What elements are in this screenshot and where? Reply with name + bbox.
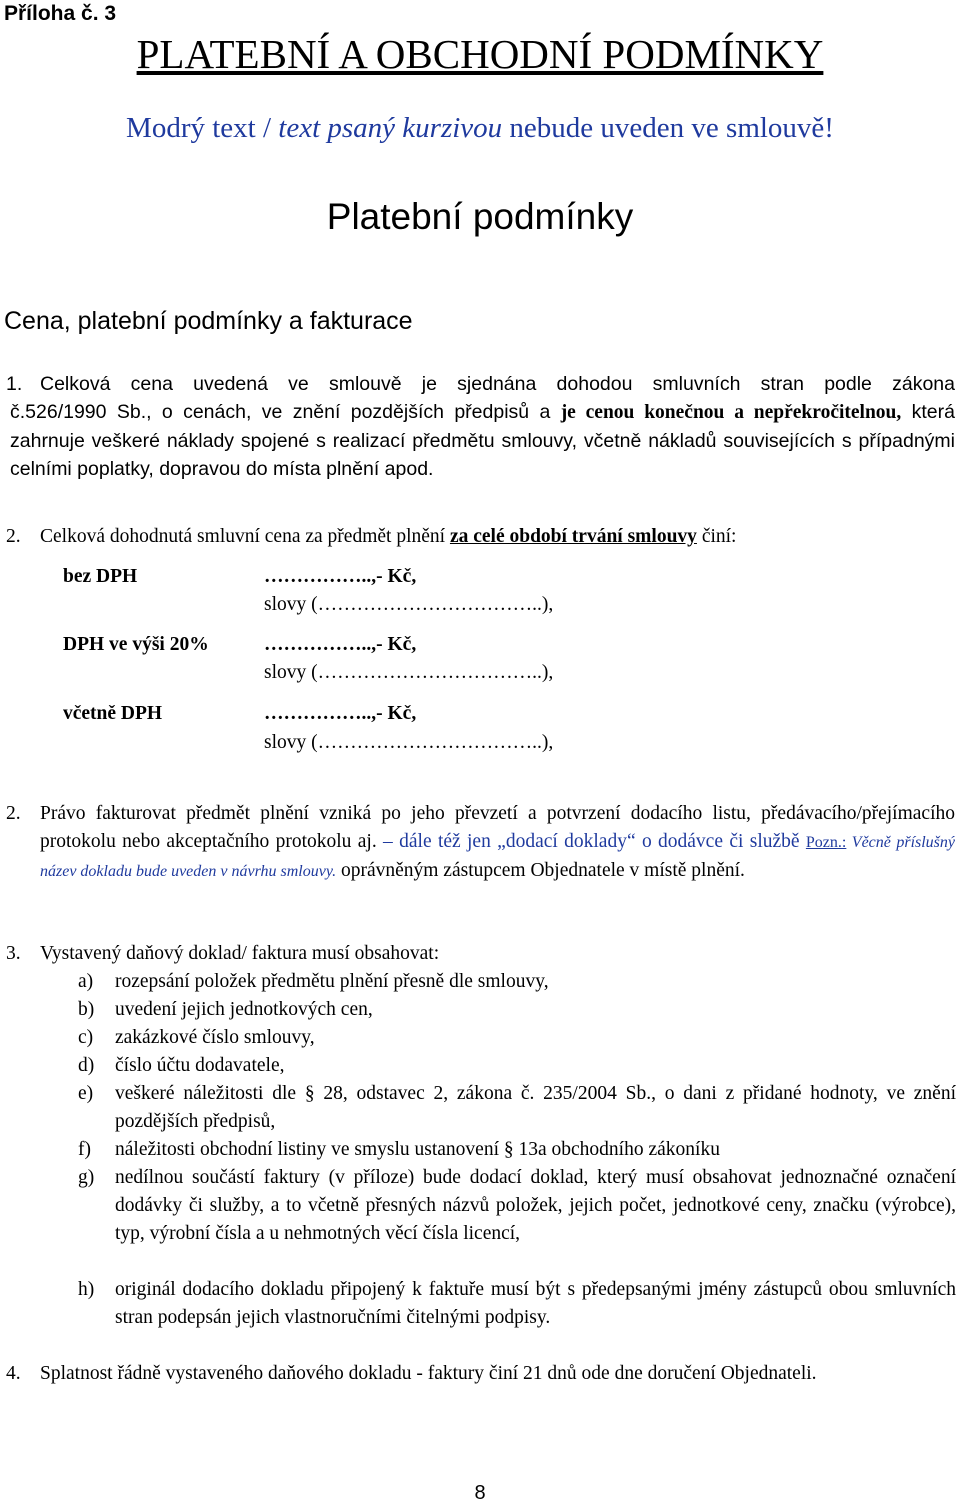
item1-line1: Celková cena uvedená ve smlouvě je sjednána dohodou smluvních stran podle zákona: [40, 373, 955, 395]
price-words-dph: slovy (……………………………..),: [264, 662, 554, 683]
item2b-blue: – dále též jen „dodací doklady“ o dodávce či službě: [383, 831, 806, 852]
attachment-label: Příloha č. 3: [4, 2, 117, 25]
list-item-text: uvedení jejich jednotkových cen,: [115, 999, 373, 1020]
list-item-letter: c): [78, 1027, 94, 1048]
subsection-title: Cena, platební podmínky a fakturace: [4, 307, 413, 335]
item2-number: 2.: [6, 526, 21, 547]
item1-body: [10, 398, 955, 483]
page-number: 8: [474, 1482, 486, 1504]
list-item-letter: g): [78, 1167, 95, 1188]
item1-text-a: č.526/1990 Sb., o cenách, ve znění pozdějších předpisů a: [10, 401, 561, 423]
editor-note-part2: nebude uveden ve smlouvě!: [502, 112, 834, 144]
list-item-letter: a): [78, 971, 94, 992]
item2-text-a: Celková dohodnutá smluvní cena za předmět plnění: [40, 526, 450, 547]
item2b-blue-italic: Věcně příslušný název dokladu bude uveden v návrhu smlouvy.: [40, 834, 956, 880]
document-title: PLATEBNÍ A OBCHODNÍ PODMÍNKY: [136, 31, 824, 77]
item2b-text-a: Právo fakturovat předmět plnění vzniká po jeho převzetí a potvrzení dodacího listu, předávacího/přejímacího protokolu nebo akceptačního protokolu aj.: [40, 803, 955, 852]
list-item-letter: e): [78, 1083, 94, 1104]
item1-number: 1.: [6, 373, 23, 395]
item2-text: [40, 523, 955, 551]
editor-note-italic: text psaný kurzivou: [278, 112, 503, 144]
item2b-number: 2.: [6, 803, 21, 824]
item2b-text-b: oprávněným zástupcem Objednatele v místě plnění.: [336, 860, 745, 881]
price-label-dph: DPH ve výši 20%: [63, 634, 209, 655]
item2b-text: [40, 800, 955, 886]
list-item-text: náležitosti obchodní listiny ve smyslu ustanovení § 13a obchodního zákoníku: [115, 1139, 720, 1160]
price-value-vcetne-dph: ……………..,- Kč,: [264, 703, 417, 724]
item4-text: Splatnost řádně vystaveného daňového dokladu - faktury činí 21 dnů ode dne doručení Objednateli.: [40, 1363, 817, 1384]
price-label-vcetne-dph: včetně DPH: [63, 703, 163, 724]
price-value-dph: ……………..,- Kč,: [264, 634, 417, 655]
item3-intro: Vystavený daňový doklad/ faktura musí obsahovat:: [40, 943, 440, 964]
list-item-text: nedílnou součástí faktury (v příloze) bude dodací doklad, který musí obsahovat jednoznačné označení dodávky či služby, a to včetně přesných názvů položek, jejich počet, jednotkové ceny, značku (výrobce), typ, výrobní čísla a u nehmotných věcí čísla licencí,: [115, 1167, 956, 1244]
price-words-vcetne-dph: slovy (……………………………..),: [264, 732, 554, 753]
list-item-letter: h): [78, 1279, 95, 1300]
item2-underlined: za celé období trvání smlouvy: [449, 526, 697, 547]
item1-text-b: která zahrnuje veškeré náklady spojené s realizací předmětu smlouvy, včetně nákladů souvisejících s případnými celními poplatky, dopravou do místa plnění apod.: [10, 401, 955, 480]
section-title: Platební podmínky: [326, 196, 634, 237]
item2b-pozn: Pozn.:: [805, 834, 847, 851]
editor-note-part1: Modrý text /: [126, 112, 279, 144]
list-item-letter: d): [78, 1055, 95, 1076]
list-item-text: číslo účtu dodavatele,: [115, 1055, 285, 1076]
price-label-bez-dph: bez DPH: [63, 566, 138, 587]
list-item-text: originál dodacího dokladu připojený k faktuře musí být s předepsanými jmény zástupců obou smluvních stran podepsán jejich vlastnoručními čitelnými podpisy.: [115, 1279, 956, 1328]
list-item-text: veškeré náležitosti dle § 28, odstavec 2, zákona č. 235/2004 Sb., o dani z přidané hodnoty, ve znění pozdějších předpisů,: [115, 1083, 956, 1132]
list-item-letter: f): [78, 1139, 91, 1160]
list-item-text: zakázkové číslo smlouvy,: [115, 1027, 315, 1048]
list-item-text: rozepsání položek předmětu plnění přesně dle smlouvy,: [115, 971, 549, 992]
price-value-bez-dph: ……………..,- Kč,: [264, 566, 417, 587]
item3-number: 3.: [6, 943, 21, 964]
editor-note: [0, 112, 960, 145]
item4-number: 4.: [6, 1363, 21, 1384]
list-item-letter: b): [78, 999, 95, 1020]
item1-bold: je cenou konečnou a nepřekročitelnou,: [560, 402, 902, 423]
price-words-bez-dph: slovy (……………………………..),: [264, 594, 554, 615]
item2-text-b: činí:: [696, 526, 737, 547]
